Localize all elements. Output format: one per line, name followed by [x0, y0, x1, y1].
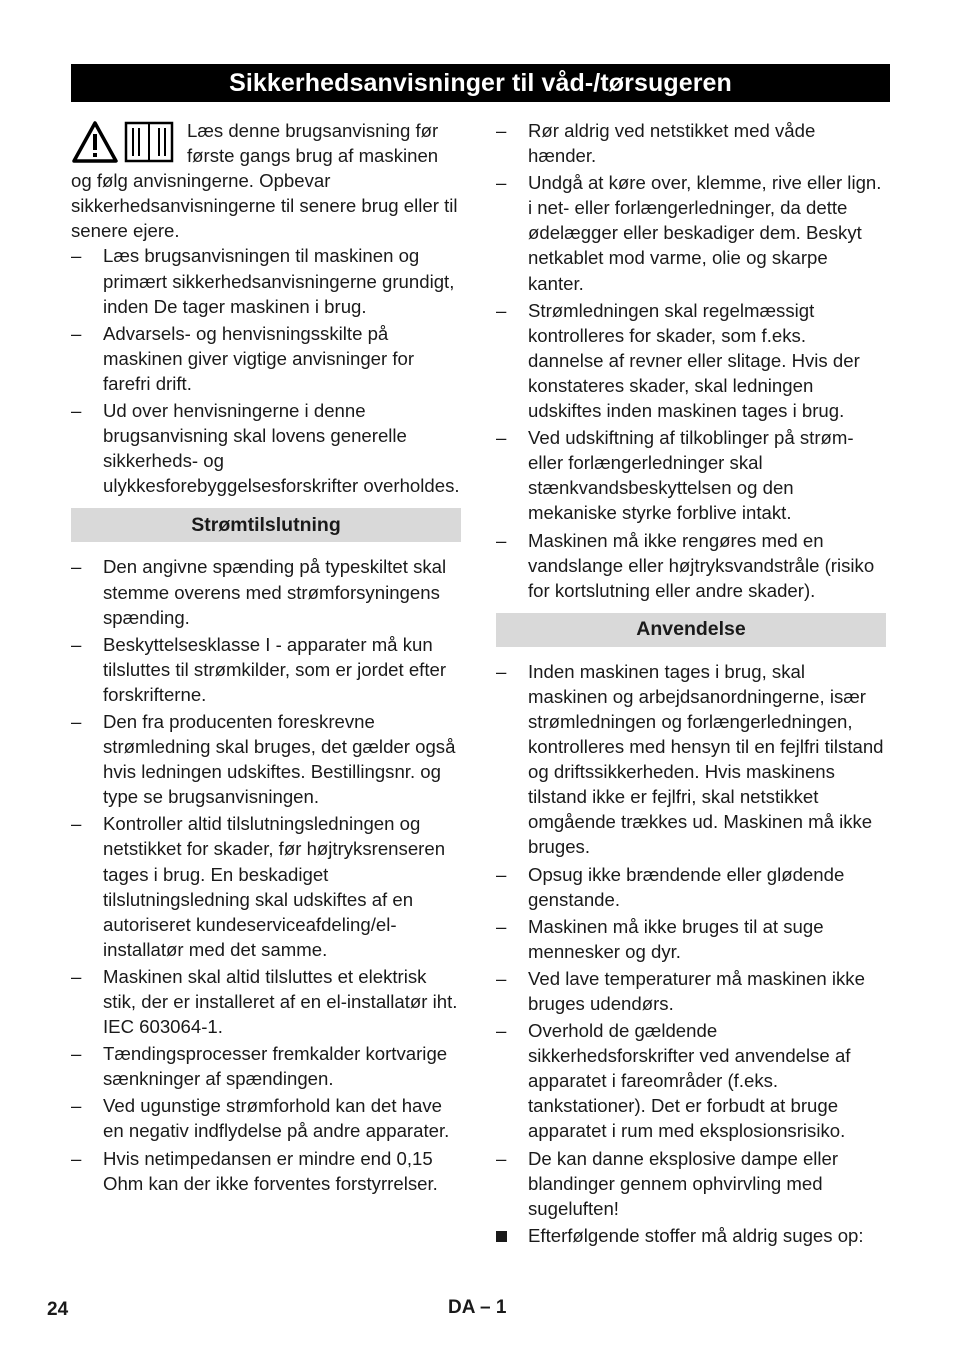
- list-item: – Beskyttelsesklasse I - apparater må kun tilsluttes til strømkilder, som er jordet efter forskrifterne.: [71, 633, 447, 705]
- list-item: – De kan danne eksplosive dampe eller blandinger gennem ophvirvling med sugeluften!: [496, 1147, 839, 1219]
- right-column: [496, 118, 886, 1250]
- section-heading-use: Anvendelse: [496, 613, 886, 647]
- list-item: – Advarsels- og henvisningsskilte på maskinen giver vigtige anvisninger for farefri drift.: [71, 322, 415, 394]
- section-heading-power: Strømtilslutning: [71, 508, 461, 542]
- list-item: – Ved ugunstige strømforhold kan det have en negativ indflydelse på andre apparater.: [71, 1095, 450, 1142]
- list-item: – Maskinen må ikke rengøres med en vandslange eller højtryksvandstråle (risiko for kortslutning eller andre skader).: [496, 529, 875, 601]
- list-item: – Opsug ikke brændende eller glødende genstande.: [496, 863, 845, 910]
- list-item: – Kontroller altid tilslutningsledningen og netstikket for skader, før højtryksrenseren tages i brug. En beskadiget tilslutningsledning skal udskiftes af en autoriseret kundeserviceafdeling/el-installatør med det samme.: [71, 813, 446, 960]
- list-item: – Maskinen må ikke bruges til at suge mennesker og dyr.: [496, 915, 824, 962]
- left-column: [71, 118, 461, 1198]
- list-item: – Strømledningen skal regelmæssigt kontrolleres for skader, som f.eks. dannelse af revner eller slitage. Hvis der konstateres skader, skal ledningen udskiftes inden maskinen tages i brug.: [496, 299, 860, 422]
- list-item: – Hvis netimpedansen er mindre end 0,15 Ohm kan der ikke forventes forstyrrelser.: [71, 1147, 438, 1194]
- list-item: – Overhold de gældende sikkerhedsforskrifter ved anvendelse af apparatet i fareområder (f.eks. tankstationer). Det er forbudt at bruge apparatet i rum med eksplosionsrisiko.: [496, 1020, 851, 1142]
- left-list: [71, 243, 461, 498]
- list-item: – Ved lave temperaturer må maskinen ikke bruges udendørs.: [496, 967, 865, 1014]
- list-item: – Inden maskinen tages i brug, skal maskinen og arbejdsanordningerne, især strømledningen og forlængerledningen, kontrolleres med hensyn til en fejlfri tilstand og driftssikkerheden. Hvis maskinens tilstand ikke er fejlfri, skal netstikket omgående trækkes ud. Maskinen må ikke bruges.: [496, 660, 884, 858]
- intro-block: [71, 118, 461, 243]
- list-item: – Læs brugsanvisningen til maskinen og primært sikkerhedsanvisningerne grundigt, inden De tager maskinen i brug.: [71, 245, 455, 317]
- list-item: – Ved udskiftning af tilkoblinger på strøm- eller forlængerledninger skal stænkvandsbeskyttelsen og den mekaniske styrke forblive intakt.: [496, 427, 854, 524]
- warning-triangle-icon: [71, 120, 119, 164]
- intro-icons: [71, 120, 179, 164]
- page-title: Sikkerhedsanvisninger til våd-/tørsugeren: [71, 64, 890, 102]
- list-item: – Den fra producenten foreskrevne strømledning skal bruges, det gælder også hvis ledningen udskiftes. Bestillingsnr. og type se brugsanvisningen.: [71, 710, 456, 808]
- page-number: 24: [47, 1299, 69, 1320]
- power-list: [71, 554, 461, 1195]
- language-page-label: DA – 1: [448, 1297, 507, 1318]
- list-item: – Tændingsprocesser fremkalder kortvarige sænkninger af spændingen.: [71, 1043, 448, 1090]
- list-item: – Ud over henvisningerne i denne brugsanvisning skal lovens generelle sikkerheds- og ulykkesforebyggelsesforskrifter overholdes.: [71, 400, 460, 497]
- list-item: – Maskinen skal altid tilsluttes et elektrisk stik, der er installeret af en el-installatør iht. IEC 603064-1.: [71, 965, 458, 1038]
- right-list: [496, 118, 886, 603]
- book-icon: [123, 120, 175, 164]
- intro-text: Læs denne brugsanvisning før første gangs brug af maskinen og følg anvisningerne. Opbevar sikkerhedsanvisningerne til senere brug eller til senere ejere.: [71, 120, 458, 242]
- use-list: [496, 659, 886, 1248]
- list-item: – Den angivne spænding på typeskiltet skal stemme overens med strømforsyningens spænding.: [71, 556, 447, 628]
- list-item: – Rør aldrig ved netstikket med våde hænder.: [496, 120, 816, 167]
- square-bullet-icon: [496, 1231, 507, 1242]
- list-item: – Undgå at køre over, klemme, rive eller lign. i net- eller forlængerledninger, da dette ødelægger eller beskadiger dem. Beskyt netkablet mod varme, olie og skarpe kanter.: [496, 172, 882, 294]
- list-item-square: Efterfølgende stoffer må aldrig suges op:: [496, 1223, 886, 1248]
